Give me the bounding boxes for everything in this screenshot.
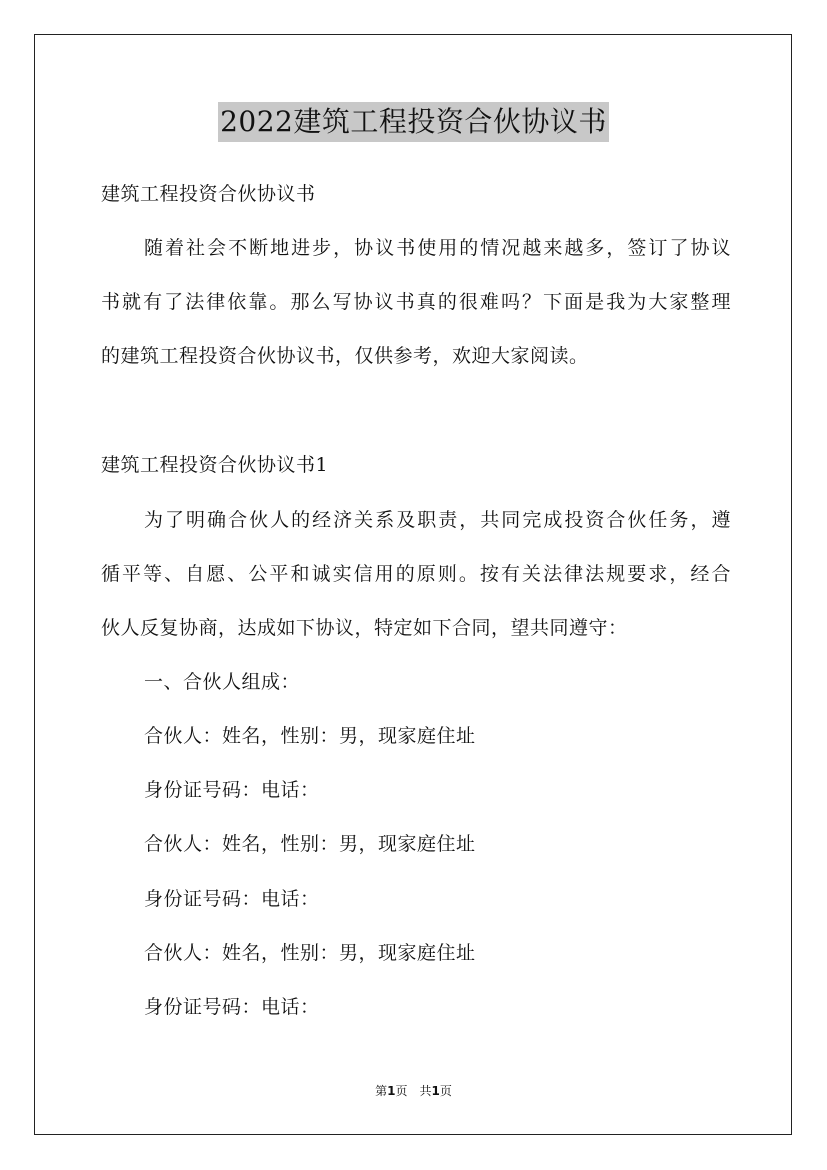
footer-mid: 页 共 (395, 1084, 432, 1098)
footer-prefix: 第 (375, 1084, 388, 1098)
partner-id-phone: 身份证号码：电话： (144, 888, 320, 910)
title-container (0, 102, 827, 142)
partner-info: 合伙人：姓名，性别：男，现家庭住址 (144, 725, 476, 747)
partner-info: 合伙人：姓名，性别：男，现家庭住址 (144, 833, 476, 855)
section-heading: 建筑工程投资合伙协议书1 (101, 454, 329, 476)
document-title: 2022建筑工程投资合伙协议书 (218, 102, 609, 142)
page-footer (0, 1082, 827, 1099)
section-para-line-3: 伙人反复协商，达成如下协议，特定如下合同，望共同遵守： (101, 617, 628, 639)
section-para-line-2: 循平等、自愿、公平和诚实信用的原则。按有关法律法规要求，经合 (101, 563, 731, 585)
footer-total-pages: 1 (431, 1084, 440, 1098)
intro-line-3: 的建筑工程投资合伙协议书，仅供参考，欢迎大家阅读。 (101, 345, 589, 367)
intro-line-1: 随着社会不断地进步，协议书使用的情况越来越多，签订了协议 (144, 237, 731, 259)
section-para-line-1: 为了明确合伙人的经济关系及职责，共同完成投资合伙任务，遵 (144, 509, 731, 531)
partner-id-phone: 身份证号码：电话： (144, 779, 320, 801)
footer-page-number: 1 (387, 1084, 396, 1098)
intro-line-2: 书就有了法律依靠。那么写协议书真的很难吗？下面是我为大家整理 (101, 291, 731, 313)
clause-heading: 一、合伙人组成： (144, 671, 301, 693)
partner-info: 合伙人：姓名，性别：男，现家庭住址 (144, 942, 476, 964)
subtitle: 建筑工程投资合伙协议书 (101, 183, 316, 205)
footer-suffix: 页 (439, 1084, 452, 1098)
partner-id-phone: 身份证号码：电话： (144, 996, 320, 1018)
